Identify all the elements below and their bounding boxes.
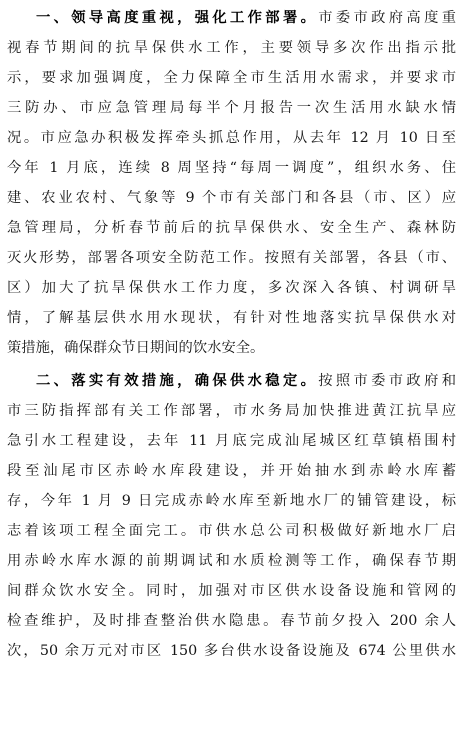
- paragraph-2-text: 按照市委市政府和: [318, 373, 456, 389]
- paragraph-2-heading: 二、落实有效措施，确保供水稳定。: [36, 373, 319, 389]
- paragraph-2-line-4: 段至汕尾市区赤岭水库段建设，并开始抽水到赤岭水库蓄: [7, 463, 456, 479]
- paragraph-1-line-11: 情，了解基层供水用水现状，有针对性地落实抗旱保供水对: [7, 310, 456, 326]
- paragraph-2-line-2: 市三防指挥部有关工作部署，市水务局加快推进黄江抗旱应: [7, 403, 456, 419]
- paragraph-2-line-9: 检查维护，及时排查整治供水隐患。春节前夕投入 200 余人: [7, 613, 456, 629]
- paragraph-1-line-9: 灭火形势，部署各项安全防范工作。按照有关部署，各县（市、: [7, 250, 456, 266]
- paragraph-1-line-5: 况。市应急办积极发挥牵头抓总作用，从去年 12 月 10 日至: [7, 130, 456, 146]
- paragraph-1-line-2: 视春节期间的抗旱保供水工作，主要领导多次作出指示批: [7, 40, 456, 56]
- paragraph-2-line-6: 志着该项工程全面完工。市供水总公司积极做好新地水厂启: [7, 523, 456, 539]
- paragraph-1-line-6: 今年 1 月底，连续 8 周坚持“每周一调度”，组织水务、住: [7, 160, 456, 176]
- paragraph-2-line-8: 间群众饮水安全。同时，加强对市区供水设备设施和管网的: [7, 583, 456, 599]
- paragraph-1-line-1: [36, 3, 456, 33]
- paragraph-1-text: 市委市政府高度重: [318, 10, 456, 26]
- paragraph-1-line-8: 急管理局，分析春节前后的抗旱保供水、安全生产、森林防: [7, 220, 456, 236]
- paragraph-2-line-3: 急引水工程建设，去年 11 月底完成汕尾城区红草镇梧围村: [7, 433, 456, 449]
- paragraph-2-line-10: 次，50 余万元对市区 150 多台供水设备设施及 674 公里供水: [7, 643, 456, 659]
- paragraph-1-line-3: 示，要求加强调度，全力保障全市生活用水需求，并要求市: [7, 70, 456, 86]
- paragraph-2-line-1: [36, 366, 456, 396]
- paragraph-1-line-12: 策措施，确保群众节日期间的饮水安全。: [7, 340, 265, 356]
- paragraph-1-line-10: 区）加大了抗旱保供水工作力度，多次深入各镇、村调研旱: [7, 280, 456, 296]
- paragraph-1-line-7: 建、农业农村、气象等 9 个市有关部门和各县（市、区）应: [7, 190, 456, 206]
- paragraph-2-line-7: 用赤岭水库水源的前期调试和水质检测等工作，确保春节期: [7, 553, 456, 569]
- paragraph-1-line-4: 三防办、市应急管理局每半个月报告一次生活用水缺水情: [7, 100, 456, 116]
- paragraph-1-heading: 一、领导高度重视，强化工作部署。: [36, 10, 319, 26]
- paragraph-2-line-5: 存，今年 1 月 9 日完成赤岭水库至新地水厂的铺管建设，标: [7, 493, 456, 509]
